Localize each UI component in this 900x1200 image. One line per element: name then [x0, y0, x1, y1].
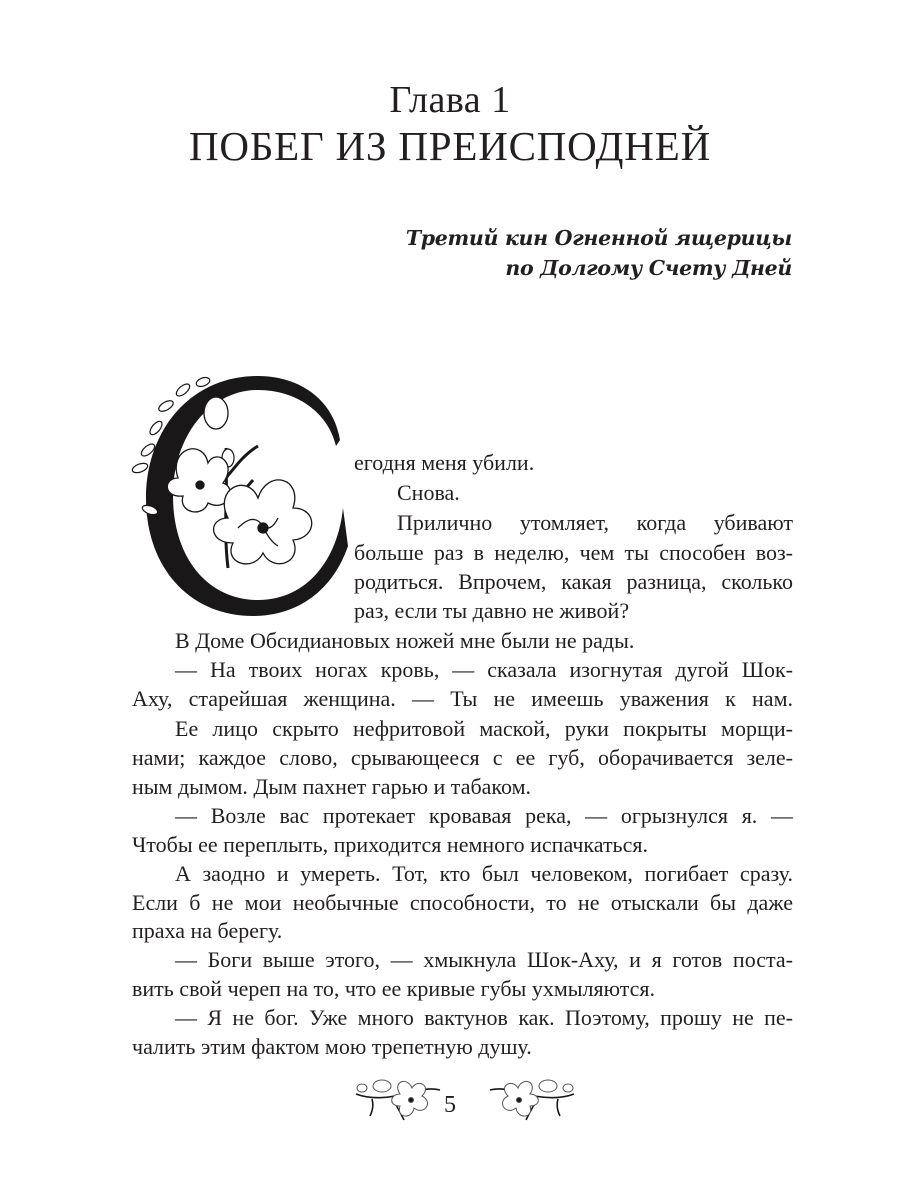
epigraph-line-2: по Долгому Счету Дней: [505, 256, 792, 280]
body-line-19: вить свой череп на то, что ее кривые губы ухмыляются.: [132, 976, 656, 1001]
chapter-title: ПОБЕГ ИЗ ПРЕИСПОДНЕЙ: [189, 123, 711, 169]
body-line-4: больше раз в неделю, чем ты способен воз-: [354, 540, 793, 565]
epigraph-line-1: Третий кин Огненной ящерицы: [405, 226, 792, 250]
chapter-number: Глава 1: [389, 79, 511, 121]
body-line-3: Прилично утомляет, когда убивают: [397, 510, 793, 535]
magnolia-branch-right-icon: [488, 1072, 578, 1132]
body-line-1: егодня меня убили.: [354, 450, 535, 475]
body-line-13: — Возле вас протекает кровавая река, — огрызнулся я. —: [175, 803, 793, 828]
body-line-8: — На твоих ногах кровь, — сказала изогнутая дугой Шок-: [175, 657, 793, 682]
body-line-20: — Я не бог. Уже много вактунов как. Поэтому, прошу не пе-: [175, 1005, 793, 1030]
page-number: 5: [444, 1092, 456, 1118]
body-line-16: Если б не мои необычные способности, то не отыскали бы даже: [132, 890, 793, 915]
floral-drop-cap-icon: [128, 368, 363, 623]
body-line-18: — Боги выше этого, — хмыкнула Шок-Аху, и я готов поста-: [175, 947, 793, 972]
body-line-12: ным дымом. Дым пахнет гарью и табаком.: [132, 774, 531, 799]
magnolia-branch-left-icon: [352, 1072, 442, 1132]
body-line-15: А заодно и умереть. Тот, кто был человеком, погибает сразу.: [175, 861, 793, 886]
body-line-17: праха на берегу.: [132, 918, 283, 943]
body-line-21: чалить этим фактом мою трепетную душу.: [132, 1034, 532, 1059]
body-line-6: раз, если ты давно не живой?: [354, 598, 630, 623]
body-line-10: Ее лицо скрыто нефритовой маской, руки покрыты морщи-: [175, 716, 793, 741]
body-line-14: Чтобы ее переплыть, приходится немного испачкаться.: [132, 832, 648, 857]
body-line-2: Снова.: [397, 480, 460, 505]
body-line-7: В Доме Обсидиановых ножей мне были не рады.: [175, 628, 635, 653]
body-line-5: родиться. Впрочем, какая разница, сколько: [354, 569, 793, 594]
body-line-9: Аху, старейшая женщина. — Ты не имеешь уважения к нам.: [132, 686, 793, 711]
body-line-11: нами; каждое слово, срывающееся с ее губ, оборачивается зеле-: [132, 745, 793, 770]
